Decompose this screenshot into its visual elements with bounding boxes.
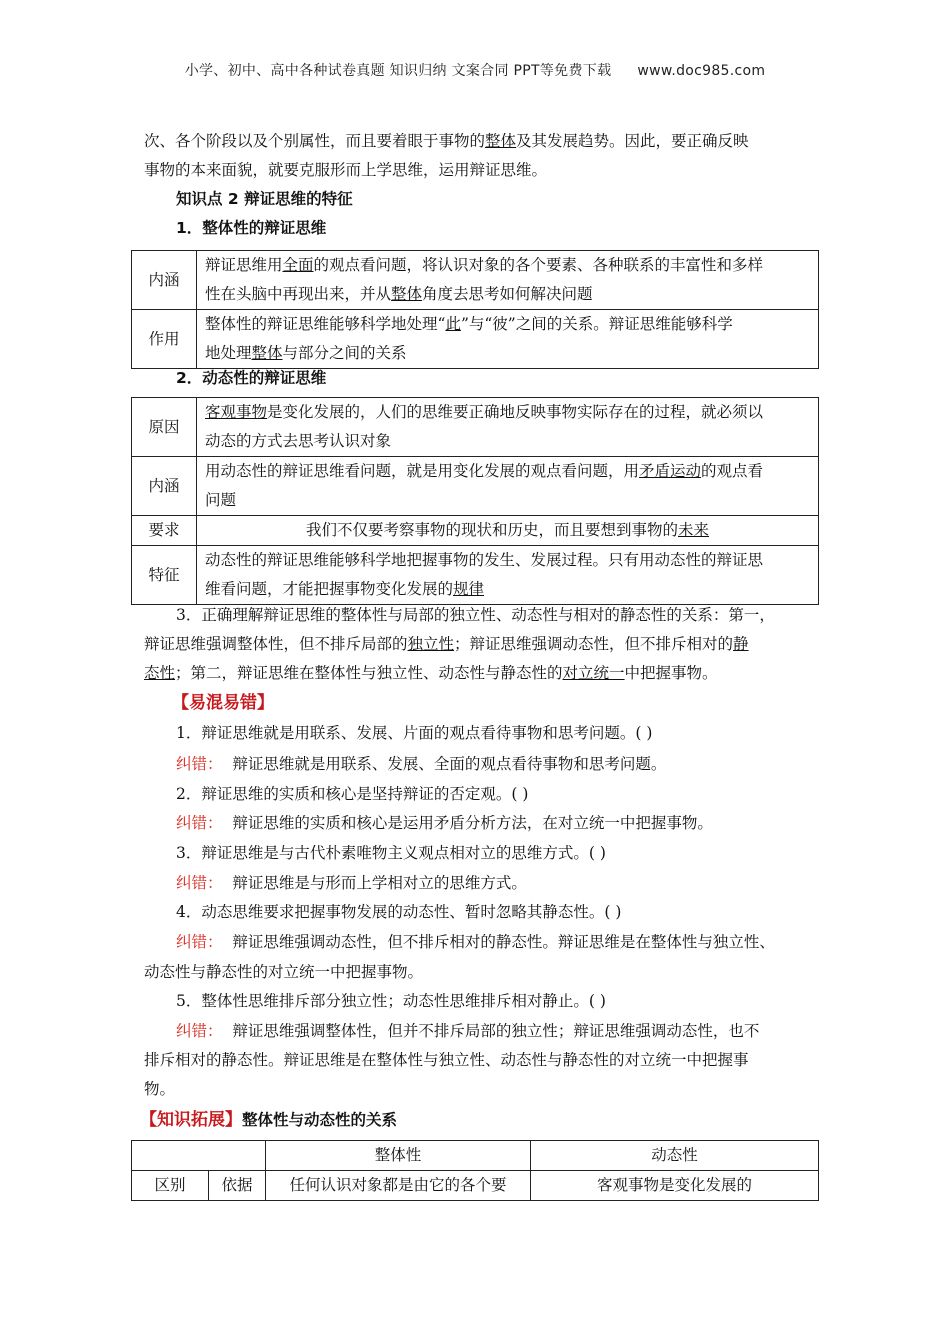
header-text: 小学、初中、高中各种试卷真题 知识归纳 文案合同 PPT等免费下载 — [184, 63, 612, 79]
p3-line-3: 态性；第二，辩证思维在整体性与独立性、动态性与静态性的对立统一中把握事物。 — [144, 664, 718, 682]
cell-holistic: 任何认识对象都是由它的各个要 — [266, 1171, 531, 1201]
row-label: 内涵 — [132, 251, 197, 310]
confuse-title: 【易混易错】 — [172, 693, 274, 713]
fix-2: 纠错： 辩证思维的实质和核心是运用矛盾分析方法，在对立统一中把握事物。 — [176, 814, 713, 832]
table-row — [132, 1141, 819, 1171]
row-label: 原因 — [132, 398, 197, 457]
row-label: 作用 — [132, 310, 197, 369]
fix-5-cont-1: 排斥相对的静态性。辩证思维是在整体性与独立性、动态性与静态性的对立统一中把握事 — [144, 1051, 749, 1069]
question-5: 5．整体性思维排斥部分独立性；动态性思维排斥相对静止。( ) — [176, 992, 606, 1010]
sec1-title: 1．整体性的辩证思维 — [176, 219, 327, 237]
fix-3: 纠错： 辩证思维是与形而上学相对立的思维方式。 — [176, 874, 527, 892]
p3-line-1: 3．正确理解辩证思维的整体性与局部的独立性、动态性与相对的静态性的关系：第一， — [176, 606, 775, 624]
row-content: 用动态性的辩证思维看问题，就是用变化发展的观点看问题，用矛盾运动的观点看 问题 — [197, 457, 819, 516]
row-content: 动态性的辩证思维能够科学地把握事物的发生、发展过程。只有用动态性的辩证思 维看问题，才能把握事物变化发展的规律 — [197, 546, 819, 605]
intro-line-2: 事物的本来面貌，就要克服形而上学思维，运用辩证思维。 — [144, 161, 548, 179]
fix-4-cont: 动态性与静态性的对立统一中把握事物。 — [144, 963, 424, 981]
table-row — [132, 251, 819, 310]
row-content: 辩证思维用全面的观点看问题，将认识对象的各个要素、各种联系的丰富性和多样 性在头脑中再现出来，并从整体角度去思考如何解决问题 — [197, 251, 819, 310]
table-row — [132, 457, 819, 516]
fix-1: 纠错： 辩证思维就是用联系、发展、全面的观点看待事物和思考问题。 — [176, 755, 667, 773]
header-site[interactable]: www.doc985.com — [637, 63, 766, 79]
row-label: 要求 — [132, 516, 197, 546]
row-content: 整体性的辩证思维能够科学地处理“此”与“彼”之间的关系。辩证思维能够科学 地处理整体与部分之间的关系 — [197, 310, 819, 369]
question-3: 3．辩证思维是与古代朴素唯物主义观点相对立的思维方式。( ) — [176, 844, 606, 862]
table-row — [132, 398, 819, 457]
table-row — [132, 1171, 819, 1201]
col-header-dynamic: 动态性 — [531, 1141, 819, 1171]
cell-basis: 依据 — [209, 1171, 266, 1201]
fix-5: 纠错： 辩证思维强调整体性，但并不排斥局部的独立性；辩证思维强调动态性，也不 — [176, 1022, 760, 1040]
fix-5-cont-2: 物。 — [144, 1080, 176, 1098]
table-dynamic — [131, 397, 819, 605]
table-relation — [131, 1140, 819, 1201]
col-header-holistic: 整体性 — [266, 1141, 531, 1171]
table-row — [132, 546, 819, 605]
sec2-title: 2．动态性的辩证思维 — [176, 369, 327, 387]
question-4: 4．动态思维要求把握事物发展的动态性、暂时忽略其静态性。( ) — [176, 903, 622, 921]
question-1: 1．辩证思维就是用联系、发展、片面的观点看待事物和思考问题。( ) — [176, 724, 653, 742]
kp2-title: 知识点 2 辩证思维的特征 — [176, 190, 353, 208]
fix-4: 纠错： 辩证思维强调动态性，但不排斥相对的静态性。辩证思维是在整体性与独立性、 — [176, 933, 775, 951]
extension-heading: 【知识拓展】整体性与动态性的关系 — [140, 1110, 398, 1130]
table-row — [132, 516, 819, 546]
row-label: 内涵 — [132, 457, 197, 516]
table-holistic — [131, 250, 819, 369]
row-content: 我们不仅要考察事物的现状和历史，而且要想到事物的未来 — [197, 516, 819, 546]
p3-line-2: 辩证思维强调整体性，但不排斥局部的独立性；辩证思维强调动态性，但不排斥相对的静 — [144, 635, 749, 653]
cell-diff: 区别 — [132, 1171, 209, 1201]
row-label: 特征 — [132, 546, 197, 605]
page-header — [0, 60, 950, 80]
intro-line-1: 次、各个阶段以及个别属性，而且要着眼于事物的整体及其发展趋势。因此，要正确反映 — [144, 132, 749, 150]
table-row — [132, 310, 819, 369]
row-content: 客观事物是变化发展的，人们的思维要正确地反映事物实际存在的过程，就必须以 动态的方式去思考认识对象 — [197, 398, 819, 457]
question-2: 2．辩证思维的实质和核心是坚持辩证的否定观。( ) — [176, 785, 529, 803]
cell-dynamic: 客观事物是变化发展的 — [531, 1171, 819, 1201]
